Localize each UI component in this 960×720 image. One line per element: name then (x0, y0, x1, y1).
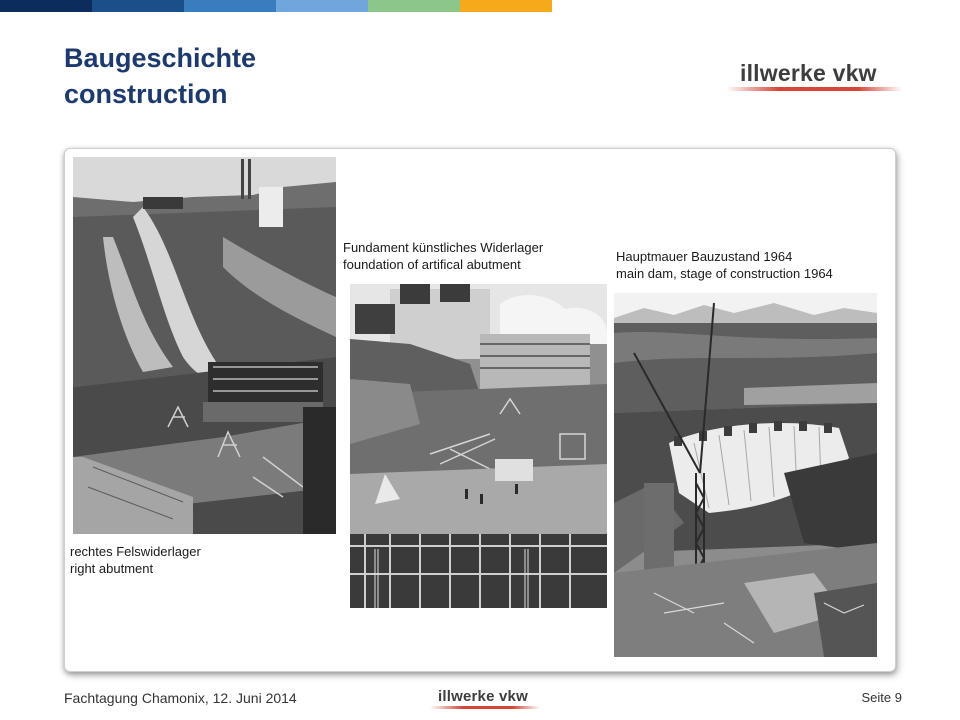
photo-right-abutment (73, 157, 336, 534)
brand-logo-text: illwerke vkw (740, 60, 877, 86)
caption-foundation-abutment-en: foundation of artifical abutment (343, 257, 521, 272)
caption-main-dam-1964-de: Hauptmauer Bauzustand 1964 (616, 249, 793, 264)
photo-main-dam-1964 (614, 293, 877, 657)
caption-main-dam-1964-en: main dam, stage of construction 1964 (616, 266, 833, 281)
footer-logo (438, 688, 528, 705)
slide-title (64, 40, 256, 112)
color-segment-1 (0, 0, 92, 12)
footer-logo-text: illwerke vkw (438, 688, 528, 705)
caption-main-dam-1964 (616, 248, 833, 282)
color-segment-5 (368, 0, 460, 12)
photo-panel (64, 148, 896, 672)
color-segment-3 (184, 0, 276, 12)
top-color-bar (0, 0, 552, 12)
caption-foundation-abutment (343, 239, 543, 273)
caption-right-abutment-de: rechtes Felswiderlager (70, 544, 201, 559)
slide-title-line2: construction (64, 79, 228, 109)
footer-event: Fachtagung Chamonix, 12. Juni 2014 (64, 690, 297, 706)
caption-foundation-abutment-de: Fundament künstliches Widerlager (343, 240, 544, 255)
logo-swoosh-icon (726, 87, 902, 91)
color-segment-2 (92, 0, 184, 12)
brand-logo (740, 60, 877, 87)
caption-right-abutment-en: right abutment (70, 561, 154, 576)
page-number: Seite 9 (861, 690, 902, 705)
caption-right-abutment (70, 543, 201, 577)
color-segment-4 (276, 0, 368, 12)
slide-title-line1: Baugeschichte (64, 43, 257, 73)
color-segment-6 (460, 0, 552, 12)
footer-logo-swoosh-icon (430, 706, 540, 709)
photo-foundation-abutment (350, 284, 607, 608)
